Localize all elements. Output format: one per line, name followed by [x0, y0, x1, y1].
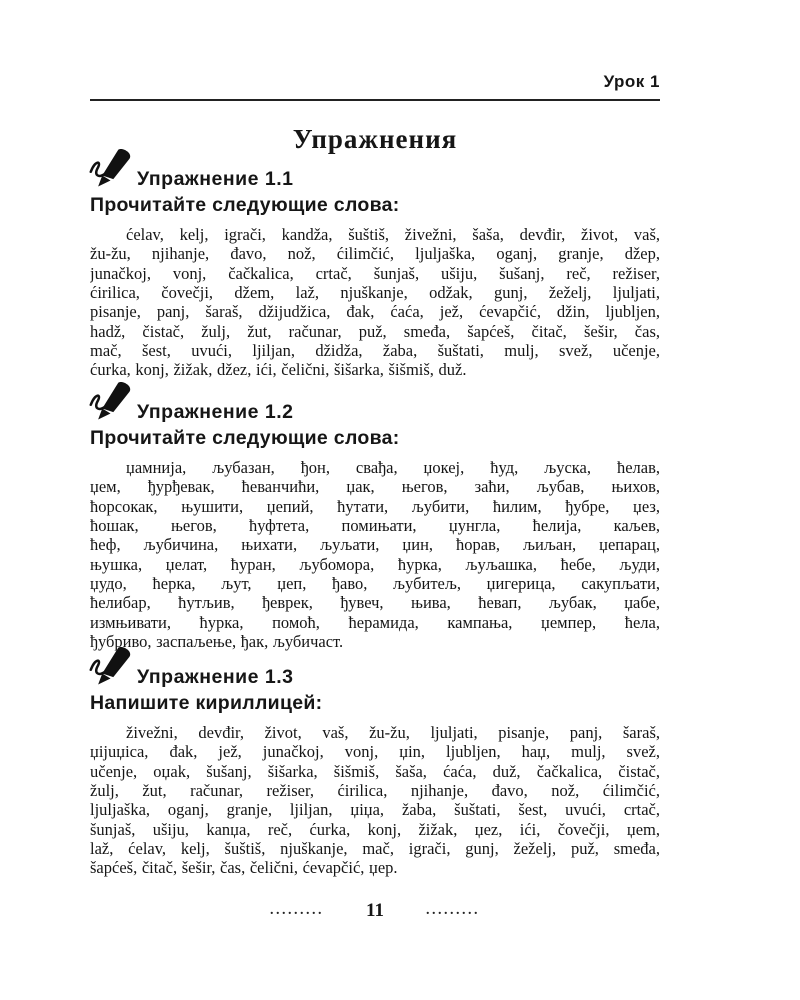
text-line: џудо, ћерка, љут, џеп, ђаво, љубитељ, џигерица, сакупљати, [90, 574, 660, 594]
text-line: laž, ćelav, kelj, šuštiš, njuškanje, mač, igrači, gunj, žeželj, puž, smeđa, [90, 839, 660, 859]
exercise-instruction: Напишите кириллицей: [90, 692, 323, 714]
exercise-section-1-2 [90, 383, 660, 651]
text-line: ćurka, konj, žižak, džez, ići, čelični, šišarka, šišmiš, duž. [90, 360, 467, 380]
text-line: šunjaš, ušiju, kanџa, reč, ćurka, konj, žižak, џez, ići, čovečji, џem, [90, 819, 660, 839]
exercise-head [90, 383, 660, 423]
lesson-label: Урок 1 [603, 72, 660, 91]
text-line: ћеф, љубичина, њихати, љуљати, џин, ћорав, љиљан, џепарац, [90, 535, 660, 555]
page-title: Упражнения [292, 124, 458, 154]
footer-dots-left: ......... [270, 903, 325, 918]
text-line: ljuljaška, oganj, granje, ljiljan, џiџa, žaba, šuštati, šest, uvući, crtač, [90, 800, 660, 820]
text-line: ćelav, kelj, igrači, kandža, šuštiš, živežni, šaša, devđir, život, vaš, [126, 225, 660, 244]
header-rule [90, 99, 660, 101]
text-line: šapćeš, čitač, šešir, čas, čelični, ćevapčić, џep. [90, 858, 398, 878]
word-list [90, 458, 660, 651]
text-line: џем, ђурђевак, ћеванчићи, џак, његов, заћи, љубав, њихов, [90, 477, 660, 497]
text-line: junačkoj, vonj, čačkalica, crtač, šunjaš, ušiju, šušanj, reč, režiser, [90, 263, 660, 283]
text-line: ћорсокак, њушити, џепий, ћутати, љубити, ћилим, ђубре, џез, [90, 496, 660, 516]
page-footer [90, 900, 660, 922]
text-line: ćirilica, čovečji, džem, laž, njuškanje, odžak, gunj, žeželj, ljuljati, [90, 283, 660, 303]
exercise-instruction: Прочитайте следующие слова: [90, 427, 400, 449]
text-line: ћелибар, ћутљив, ђеврек, ђувеч, њива, ћевап, љубак, џабе, [90, 593, 660, 613]
page-header [90, 72, 660, 92]
pen-icon [88, 381, 134, 423]
text-line: њушка, џелат, ћуран, љубомора, ћурка, љуљашка, ћебе, људи, [90, 554, 660, 574]
word-list [90, 225, 660, 380]
text-line: pisanje, panj, šaraš, džijudžica, đak, ćaća, jež, ćevapčić, džin, ljubljen, [90, 302, 660, 322]
text-line: џамнија, љубазан, ђон, свађа, џокеј, ћуд, љуска, ћелав, [126, 458, 660, 477]
pen-icon [88, 148, 134, 190]
text-line: žulj, žut, računar, režiser, ćirilica, njihanje, đavo, nož, ćilimčić, [90, 781, 660, 801]
exercise-section-1-3 [90, 648, 660, 878]
exercise-heading: Упражнение 1.1 [137, 167, 294, 190]
text-line: ћошак, његов, ћуфтета, помињати, џунгла, ћелија, каљев, [90, 516, 660, 536]
text-line: mač, šest, uvući, ljiljan, džidža, žaba, šuštati, mulj, svež, učenje, [90, 341, 660, 361]
text-line: џijuџica, đak, jež, junačkoj, vonj, џin, ljubljen, haџ, mulj, svež, [90, 742, 660, 762]
exercise-instruction: Прочитайте следующие слова: [90, 194, 400, 216]
pen-icon [88, 646, 134, 688]
exercise-section-1-1 [90, 150, 660, 380]
text-line: žu-žu, njihanje, đavo, nož, ćilimčić, ljuljaška, oganj, granje, džep, [90, 244, 660, 264]
text-line: измњивати, ћурка, помоћ, ћерамида, кампања, џемпер, ћела, [90, 612, 660, 632]
footer-dots-right: ......... [425, 903, 480, 918]
exercise-head [90, 150, 660, 190]
page-number: 11 [366, 900, 384, 921]
exercise-head [90, 648, 660, 688]
exercise-heading: Упражнение 1.3 [137, 665, 294, 688]
word-list [90, 723, 660, 878]
text-line: živežni, devđir, život, vaš, žu-žu, ljuljati, pisanje, panj, šaraš, [126, 723, 660, 742]
text-line: hadž, čistač, žulj, žut, računar, puž, smeđa, šapćeš, čitač, šešir, čas, [90, 321, 660, 341]
text-line: učenje, oџak, šušanj, šišarka, šišmiš, šaša, ćaća, duž, čačkalica, čistač, [90, 761, 660, 781]
text-line: ђубриво, заспаљење, ђак, љубичаст. [90, 632, 344, 652]
exercise-heading: Упражнение 1.2 [137, 400, 294, 423]
